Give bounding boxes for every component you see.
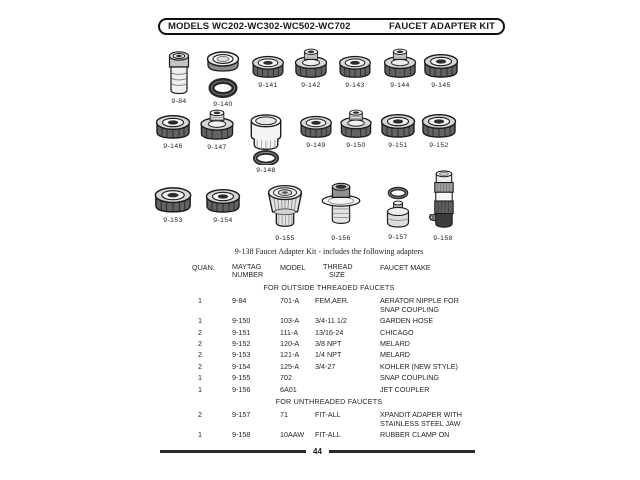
- cell-thread: 3/4-27: [315, 361, 336, 371]
- part-label: 9-141: [258, 82, 278, 89]
- cell-thread: 3/8 NPT: [315, 339, 342, 349]
- part-figure-9-141: [248, 54, 288, 89]
- part-label: 9-155: [275, 235, 295, 242]
- cell-model: 701-A: [280, 295, 300, 305]
- part-figure-9-152: [419, 112, 459, 149]
- part-9-152-icon: [419, 112, 459, 140]
- part-9-140-icon: [203, 49, 243, 99]
- part-label: 9-151: [388, 142, 408, 149]
- part-9-145-icon: [421, 52, 461, 80]
- part-label: 9-156: [331, 235, 351, 242]
- part-9-156-icon: [318, 181, 364, 233]
- part-label: 9-146: [163, 143, 183, 150]
- cell-thread: 1/4 NPT: [315, 350, 342, 360]
- part-9-143-icon: [335, 54, 375, 80]
- cell-maytag: 9-154: [232, 361, 251, 371]
- table-caption: 9-138 Faucet Adapter Kit - includes the following adapters: [234, 247, 424, 256]
- cell-make: SNAP COUPLING: [380, 373, 439, 383]
- cell-maytag: 9-152: [232, 339, 251, 349]
- cell-make: GARDEN HOSE: [380, 316, 434, 326]
- cell-quan: 2: [198, 409, 202, 419]
- table-row: [183, 295, 475, 315]
- table-row: [183, 361, 475, 372]
- footer-rule-left: [160, 450, 306, 452]
- part-9-149-icon: [296, 114, 336, 140]
- cell-maytag: 9-153: [232, 350, 251, 360]
- adapter-table-section: [183, 247, 475, 440]
- part-label: 9-150: [346, 142, 366, 149]
- cell-thread: FIT-ALL: [315, 430, 341, 440]
- part-figure-9-156: [318, 181, 364, 242]
- part-figure-9-150: [336, 109, 376, 149]
- cell-thread: [315, 383, 380, 394]
- cell-model: 702: [280, 373, 292, 383]
- part-figure-9-143: [335, 54, 375, 89]
- table-row: [183, 372, 475, 383]
- part-label: 9-154: [213, 217, 233, 224]
- part-figure-9-147: [197, 109, 237, 151]
- cell-quan: 2: [198, 361, 202, 371]
- table-row: [183, 383, 475, 394]
- cell-make: KOHLER (NEW STYLE): [380, 361, 458, 371]
- cell-quan: 1: [198, 384, 202, 394]
- cell-make: CHICAGO: [380, 327, 414, 337]
- column-header-quan: QUAN.: [192, 263, 215, 273]
- cell-make: MELARD: [380, 339, 410, 349]
- cell-model: 10AAW: [280, 430, 305, 440]
- cell-make: AERATOR NIPPLE FOR SNAP COUPLING: [380, 295, 459, 314]
- part-label: 9-140: [213, 101, 233, 108]
- cell-thread: FEM,AER.: [315, 295, 349, 305]
- footer-rule-right: [329, 450, 475, 452]
- part-figure-9-153: [151, 185, 195, 224]
- part-9-150-icon: [336, 109, 376, 140]
- header-banner: [158, 18, 505, 35]
- part-label: 9-157: [388, 234, 408, 241]
- part-label: 9-158: [433, 235, 453, 242]
- part-figure-9-145: [421, 52, 461, 89]
- part-figure-9-144: [380, 48, 420, 89]
- cell-maytag: 9-84: [232, 295, 247, 305]
- cell-make: RUBBER CLAMP ON: [380, 430, 450, 440]
- adapter-table: [183, 262, 475, 440]
- part-9-153-icon: [151, 185, 195, 215]
- table-row: [183, 338, 475, 349]
- part-9-158-icon: [427, 169, 459, 233]
- cell-maytag: 9-157: [232, 409, 251, 419]
- part-figure-9-140: [203, 49, 243, 108]
- cell-maytag: 9-150: [232, 316, 251, 326]
- cell-model: 120-A: [280, 339, 300, 349]
- part-9-154-icon: [202, 187, 244, 215]
- cell-model: 6A01: [280, 384, 297, 394]
- part-figure-9-151: [378, 112, 418, 149]
- cell-make: XPANDIT ADAPER WITH STAINLESS STEEL JAW: [380, 409, 463, 428]
- part-figure-9-154: [202, 187, 244, 224]
- cell-thread: [315, 372, 380, 383]
- part-label: 9-148: [256, 167, 276, 174]
- part-9-84-icon: [166, 48, 192, 96]
- part-label: 9-144: [390, 82, 410, 89]
- part-figure-9-142: [291, 48, 331, 89]
- page-number: 44: [313, 447, 322, 456]
- cell-model: 121-A: [280, 350, 300, 360]
- part-figure-9-148: [244, 112, 288, 174]
- part-label: 9-145: [431, 82, 451, 89]
- part-label: 9-142: [301, 82, 321, 89]
- part-9-155-icon: [263, 181, 307, 233]
- part-9-157-icon: [383, 186, 413, 232]
- cell-thread: FIT-ALL: [315, 409, 341, 419]
- part-figure-9-84: [166, 48, 192, 105]
- section-header-outside-threaded: FOR OUTSIDE THREADED FAUCETS: [263, 283, 395, 293]
- cell-thread: 3/4-11 1/2: [315, 316, 347, 326]
- part-9-147-icon: [197, 109, 237, 142]
- cell-model: 71: [280, 409, 288, 419]
- part-9-146-icon: [153, 113, 193, 141]
- part-label: 9-149: [306, 142, 326, 149]
- cell-model: 125-A: [280, 361, 300, 371]
- part-label: 9-147: [207, 144, 227, 151]
- cell-quan: 2: [198, 339, 202, 349]
- part-figure-9-149: [296, 114, 336, 149]
- column-header-thread-size: THREAD SIZE: [323, 262, 353, 280]
- cell-model: 111-A: [280, 327, 299, 337]
- table-row: [183, 326, 475, 337]
- part-label: 9-153: [163, 217, 183, 224]
- cell-make: MELARD: [380, 350, 410, 360]
- part-figure-9-146: [153, 113, 193, 150]
- cell-model: 103-A: [280, 316, 300, 326]
- table-row: [183, 349, 475, 360]
- part-9-144-icon: [380, 48, 420, 80]
- table-row: [183, 409, 475, 429]
- column-header-faucet-make: FAUCET MAKE: [380, 263, 431, 273]
- part-9-151-icon: [378, 112, 418, 140]
- table-row: [183, 429, 475, 440]
- models-label: MODELS WC202-WC302-WC502-WC702: [168, 21, 351, 32]
- cell-make: JET COUPLER: [380, 384, 430, 394]
- cell-quan: 1: [198, 373, 202, 383]
- part-9-148-icon: [244, 112, 288, 165]
- cell-thread: 13/16-24: [315, 327, 344, 337]
- cell-maytag: 9-156: [232, 384, 251, 394]
- part-label: 9-143: [345, 82, 365, 89]
- part-9-141-icon: [248, 54, 288, 80]
- column-header-maytag-number: MAYTAG NUMBER: [232, 262, 264, 280]
- cell-quan: 2: [198, 327, 202, 337]
- table-row: [183, 315, 475, 326]
- section-header-unthreaded: FOR UNTHREADED FAUCETS: [275, 397, 383, 407]
- part-label: 9-84: [171, 98, 187, 105]
- cell-quan: 2: [198, 350, 202, 360]
- cell-quan: 1: [198, 430, 202, 440]
- part-figure-9-155: [263, 181, 307, 242]
- cell-maytag: 9-158: [232, 430, 251, 440]
- page-footer: [160, 447, 475, 456]
- kit-title: FAUCET ADAPTER KIT: [389, 21, 495, 32]
- cell-quan: 1: [198, 295, 202, 305]
- part-figure-9-157: [383, 186, 413, 241]
- cell-maytag: 9-151: [232, 327, 251, 337]
- part-figure-9-158: [427, 169, 459, 242]
- part-label: 9-152: [429, 142, 449, 149]
- cell-maytag: 9-155: [232, 373, 251, 383]
- column-header-model: MODEL: [280, 263, 306, 273]
- part-9-142-icon: [291, 48, 331, 80]
- table-header-row: [183, 262, 475, 281]
- cell-quan: 1: [198, 316, 202, 326]
